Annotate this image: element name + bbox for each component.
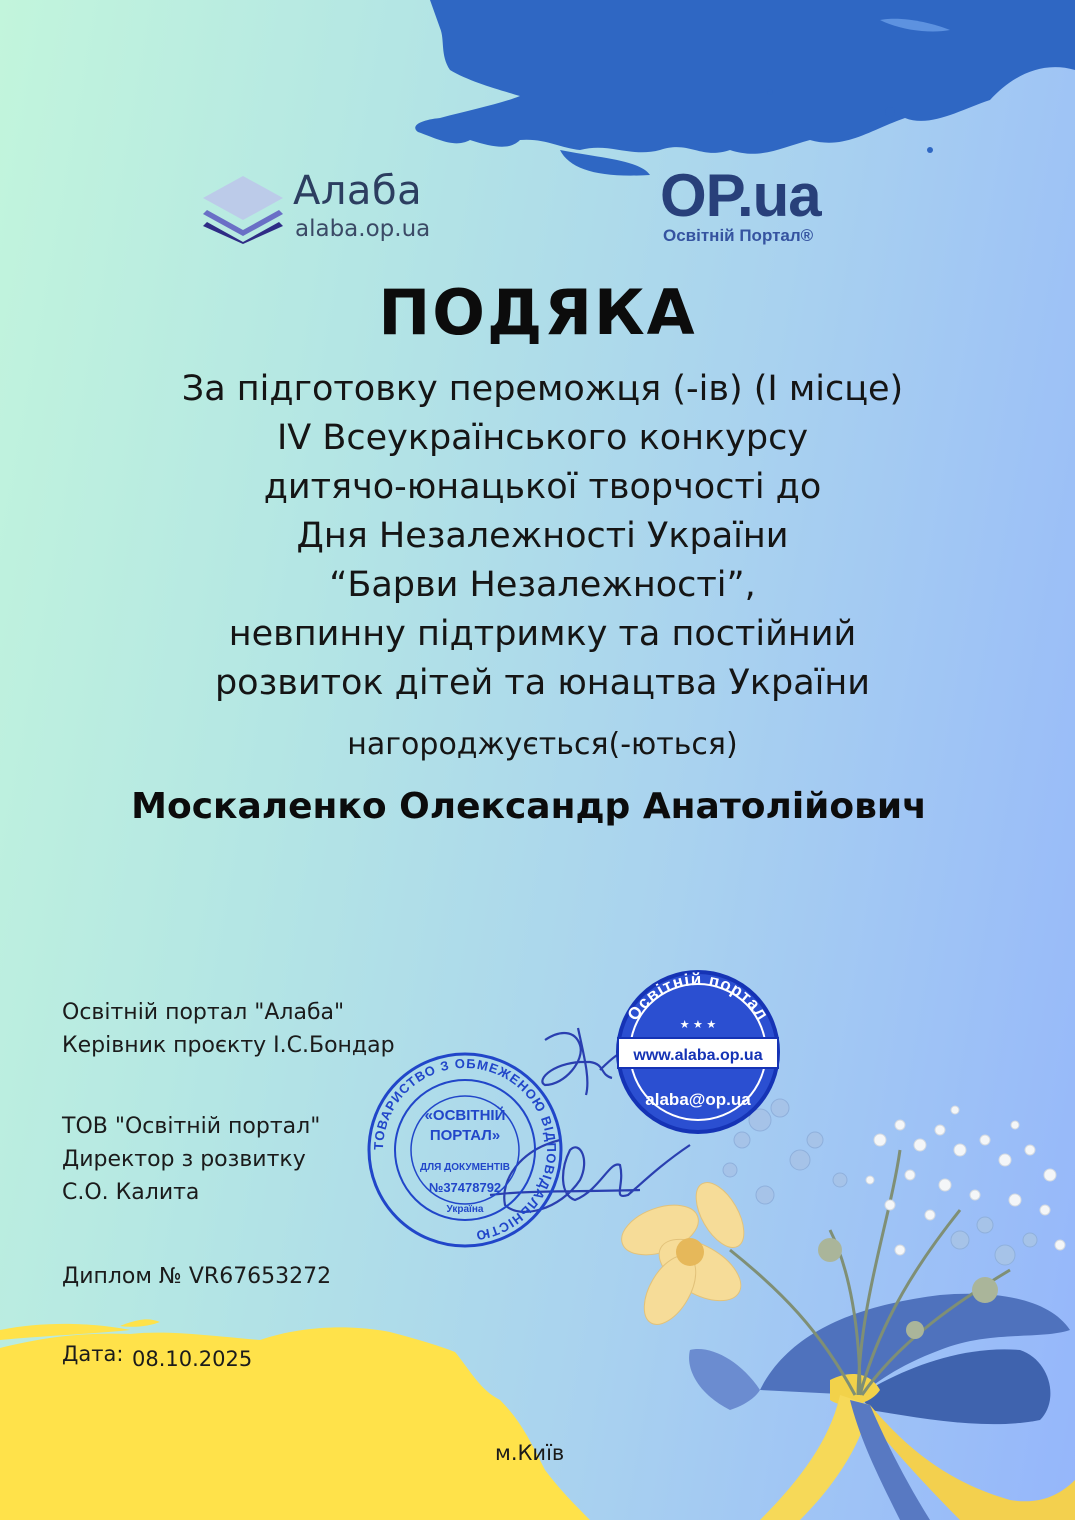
body-line: “Барви Незалежності”, xyxy=(329,565,756,605)
blue-stamp-ring-bottom: alaba@op.ua xyxy=(645,1090,751,1109)
body-line: IV Всеукраїнського конкурсу xyxy=(276,418,809,458)
svg-text:ТОВАРИСТВО З ОБМЕЖЕНОЮ ВІДПОВІ xyxy=(371,1056,559,1244)
signatory-role: Керівник проєкту І.С.Бондар xyxy=(62,1033,395,1058)
company-round-stamp xyxy=(369,1054,561,1246)
op-ua-logo-name: OP.ua xyxy=(660,162,821,229)
certificate-title: ПОДЯКА xyxy=(378,276,697,349)
date-label: Дата: xyxy=(62,1342,124,1366)
signatory-org: Освітній портал "Алаба" xyxy=(62,1000,345,1025)
alaba-logo-url: alaba.op.ua xyxy=(295,216,431,242)
body-line: невпинну підтримку та постійний xyxy=(228,614,857,654)
stamp-ring-text: ТОВАРИСТВО З ОБМЕЖЕНОЮ ВІДПОВІДАЛЬНІСТЮ xyxy=(370,1055,560,1244)
stamp-bottom: Україна xyxy=(446,1204,484,1215)
blue-stamp-center: www.alaba.op.ua xyxy=(633,1047,763,1064)
stamp-center-line: ПОРТАЛ» xyxy=(429,1127,501,1144)
stamp-center-line: ДЛЯ ДОКУМЕНТІВ xyxy=(420,1162,510,1173)
op-ua-logo-subtitle: Освітній Портал® xyxy=(663,226,814,245)
date-value: 08.10.2025 xyxy=(132,1347,253,1371)
stars-icon: ★ ★ ★ xyxy=(679,1018,717,1031)
body-line: дитячо-юнацької творчості до xyxy=(263,467,822,507)
body-line: За підготовку переможця (-ів) (I місце) xyxy=(181,369,904,409)
alaba-logo-name: Алаба xyxy=(293,168,423,214)
city: м.Київ xyxy=(495,1441,565,1465)
signatory-role: Директор з розвитку xyxy=(62,1147,306,1172)
body-line: Дня Незалежності України xyxy=(296,516,789,556)
alaba-blue-stamp xyxy=(618,970,778,1132)
recipient-name: Москаленко Олександр Анатолійович xyxy=(131,786,927,827)
stamp-center-line: «ОСВІТНІЙ xyxy=(424,1107,506,1124)
signatory-person: С.О. Калита xyxy=(62,1180,200,1205)
body-line: розвиток дітей та юнацтва України xyxy=(214,663,871,703)
awarded-text: нагороджується(-ються) xyxy=(347,727,738,762)
stamp-code: №37478792 xyxy=(428,1180,502,1195)
signatory-org: ТОВ "Освітній портал" xyxy=(62,1114,321,1139)
diploma-number: Диплом № VR67653272 xyxy=(62,1264,332,1289)
blue-stamp-ring-top: Освітній портал xyxy=(623,969,773,1025)
